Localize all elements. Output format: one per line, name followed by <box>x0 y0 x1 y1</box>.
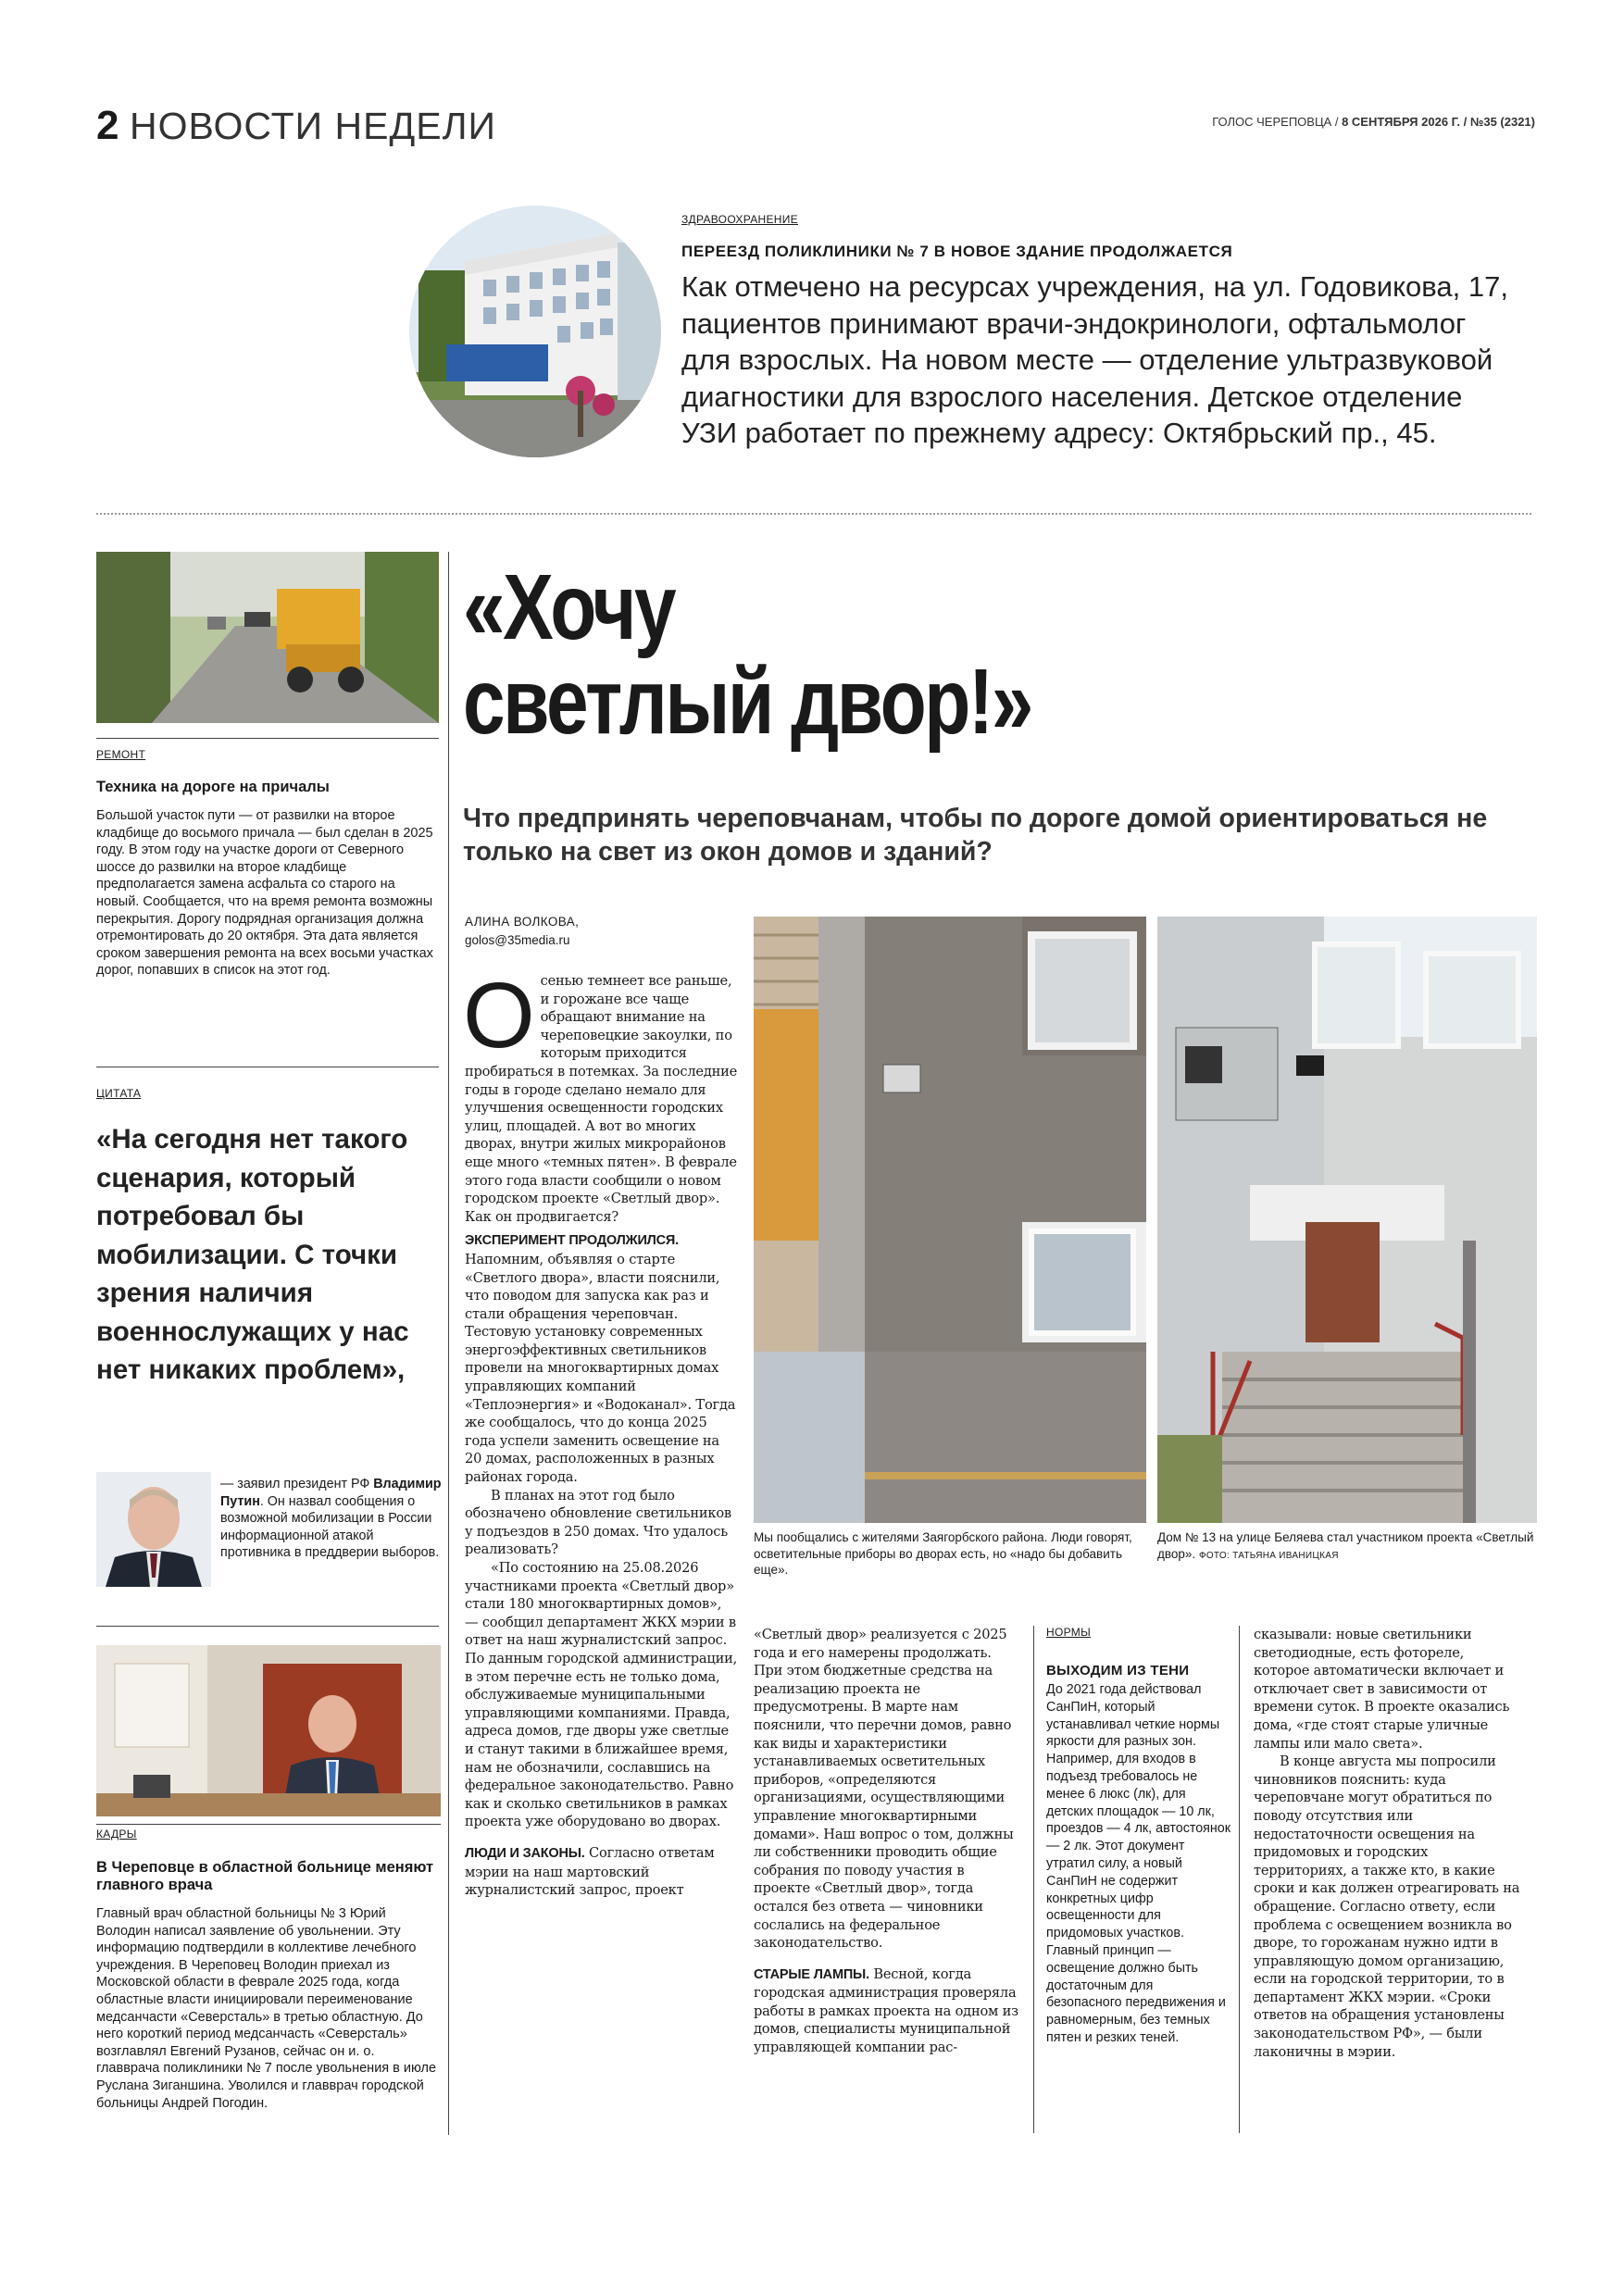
attribution-pre: — заявил президент РФ <box>220 1477 374 1491</box>
author-name: АЛИНА ВОЛКОВА, <box>465 915 580 929</box>
photo-credit: ФОТО: ТАТЬЯНА ИВАНИЦКАЯ <box>1198 1550 1339 1561</box>
repair-body: Большой участок пути — от развилки на второе кладбище до восьмого причала — был сделан в 2025 году. В этом году на участке дороги от Северного шоссе до развилки на второе кладбище предполагается замена асфальта со старого на новый. Сообщается, что на время ремонта возможны перекрытия. Дорогу подрядная организация должна отремонтировать до 20 октября. Эта дата является сроком завершения ремонта на всех восьми участках дорог, попавших в список на этот год. <box>96 808 433 979</box>
repair-kicker: РЕМОНТ <box>96 748 146 761</box>
section-1-lead: ЭКСПЕРИМЕНТ ПРОДОЛЖИЛСЯ. <box>465 1233 679 1249</box>
staff-kicker: КАДРЫ <box>96 1828 137 1841</box>
top-story-body: Как отмечено на ресурсах учреждения, на ул. Годовикова, 17, пациентов принимают врачи-эндокринологи, офтальмолог для взрослых. На новом месте — отделение ультразвуковой диагностики для взрослого населения. Детское отделение УЗИ работает по прежнему адресу: Октябрьский пр., 45. <box>681 270 1508 449</box>
quote-attribution <box>220 1476 443 1562</box>
author-email: golos@35media.ru <box>465 933 570 947</box>
photo-zayagorbsky-facade <box>754 917 1146 1523</box>
road-works-photo <box>96 552 439 723</box>
publication-name: ГОЛОС ЧЕРЕПОВЦА / <box>1212 115 1343 129</box>
issue-line <box>1212 115 1535 129</box>
norms-border-left <box>1033 1626 1034 2133</box>
sidebar-separator <box>448 552 449 2135</box>
norms-headline: ВЫХОДИМ ИЗ ТЕНИ <box>1046 1663 1190 1678</box>
main-headline-2: светлый двор!» <box>463 650 1031 754</box>
issue-date: 8 СЕНТЯБРЯ 2026 Г. / №35 (2321) <box>1342 115 1535 129</box>
article-column-1 <box>463 964 739 1900</box>
section-3-lead: СТАРЫЕ ЛАМПЫ. <box>754 1966 869 1982</box>
caption-left: Мы пообщались с жителями Заягорбского района. Люди говорят, осветительные приборы во дворах есть, но «надо бы добавить еще». <box>754 1530 1132 1577</box>
column-4-p2: В конце августа мы попросили чиновников пояснить: куда череповчане могут обратиться по поводу отсутствия или недостаточности освещения на придомовых и городских территориях, а также кто, в какие сроки и как должен отреагировать на обращение. Согласно ответу, если проблема с освещением возникла во дворе, то горожанам нужно идти в управляющую домом организацию, если на городской территории, то в департамент ЖКХ мэрии. «Сроки ответов на обращения установлены законодательством РФ», — были лаконичны в мэрии. <box>1254 1753 1520 2060</box>
norms-border-right <box>1239 1626 1240 2133</box>
column-4-p1: сказывали: новые светильники светодиодные, есть фотореле, которое автоматически включает и отключает свет в зависимости от времени суток. В проекте оказались дома, «где стоят старые уличные лампы или мало света». <box>1254 1627 1510 1752</box>
section-1-p3: «По состоянию на 25.08.2026 участниками проекта «Светлый двор» стали 180 многоквартирных домов», — сообщил департамент ЖКХ мэрии в ответ на наш журналистский запрос. По данным городской администрации, в этом перечне есть не только дома, обслуживаемые муниципальными управляющими компаниями. Правда, адреса домов, где дворы уже светлые и станут такими в ближайшее время, нам не обозначили, сославшись на федеральное законодательство. Равно как и сколько светильников в рамках проекта уже оборудовано во дворах. <box>465 1560 738 1830</box>
putin-photo <box>96 1472 211 1587</box>
attribution-post: . Он назвал сообщения о возможной мобилизации в России информационной атакой противника в преддверии выборов. <box>220 1493 440 1561</box>
photo-belyaeva-13 <box>1157 917 1537 1523</box>
repair-rule <box>96 738 439 739</box>
section-1-p2: В планах на этот год было обозначено обновление светильников у подъездов в 250 домах. Что удалось реализовать? <box>465 1487 731 1558</box>
repair-headline: Техника на дороге на причалы <box>96 779 330 795</box>
caption-right: Дом № 13 на улице Беляева стал участником проекта «Светлый двор». ФОТО: ТАТЬЯНА ИВАНИЦКАЯ <box>1157 1530 1534 1561</box>
page-number: 2 <box>96 103 119 148</box>
subheadline: Что предпринять череповчанам, чтобы по дороге домой ориентироваться не только на свет из окон домов и зданий? <box>463 804 1488 867</box>
column-2-text: «Светлый двор» реализуется с 2025 года и его намерены продолжать. При этом бюджетные средства на реализацию проекта не предусмотрены. В марте нам пояснили, что перечни домов, равно как виды и характеристики устанавливаемых осветительных приборов, «определяются организациями, осуществляющими управление многоквартирными домами». Наш вопрос о том, должны ли собственники проводить общие собрания по поводу участия в проекте «Светлый двор», тогда остался без ответа — чиновники сослались на федеральное законодательство. <box>754 1627 1014 1952</box>
main-headline-1: «Хочу <box>463 555 675 659</box>
quote-kicker: ЦИТАТА <box>96 1087 142 1100</box>
top-story-kicker: ЗДРАВООХРАНЕНИЕ <box>681 213 798 226</box>
norms-kicker: НОРМЫ <box>1046 1626 1091 1639</box>
doctor-photo <box>96 1645 441 1816</box>
section-2: ЛЮДИ И ЗАКОНЫ. Согласно ответам мэрии на наш мартовский журналистский запрос, проект <box>465 1844 715 1899</box>
quote-rule-bottom <box>96 1626 439 1627</box>
norms-body: До 2021 года действовал СанПиН, который устанавливал четкие нормы яркости для разных зон. Например, для входов в подъезд требовалось не менее 6 люкс (лк), для детских площадок — 10 лк, проездов — 4 лк, автостоянок — 2 лк. Этот документ утратил силу, а новый СанПиН не содержит конкретных цифр освещенности для придомовых участков. Главный принцип — освещение должно быть достаточным для безопасного передвижения и равномерным, без темных пятен и резких теней. <box>1046 1682 1231 2045</box>
section-3: СТАРЫЕ ЛАМПЫ. Весной, когда городская администрация проверяла работы в рамках проекта на одном из домов, специалисты муниципальной управляющей компании рас- <box>754 1965 1018 2056</box>
attribution-name: Владимир Путин <box>220 1477 442 1509</box>
article-column-4 <box>1254 1626 1522 2061</box>
staff-headline: В Череповце в областной больнице меняют главного врача <box>96 1859 434 1893</box>
section-2-lead: ЛЮДИ И ЗАКОНЫ. <box>465 1845 585 1861</box>
section-1: ЭКСПЕРИМЕНТ ПРОДОЛЖИЛСЯ. Напомним, объявляя о старте «Светлого двора», власти пояснили, что поводом для запуска как раз и стали обращения череповчан. Тестовую установку современных энергоэффективных светильников провели на многоквартирных домах управляющих компаний «Теплоэнергия» и «Водоканал». Тогда же сообщалось, что до конца 2025 года успели заменить освещение на 20 домах, расположенных в разных районах города. <box>465 1233 736 1486</box>
top-divider <box>96 513 1531 515</box>
section-title: НОВОСТИ НЕДЕЛИ <box>130 105 496 147</box>
quote-text: «На сегодня нет такого сценария, который потребовал бы мобилизации. С точки зрения наличия военнослужащих у нас нет никаких проблем», <box>96 1124 409 1385</box>
article-column-2 <box>754 1626 1022 2057</box>
clinic-photo <box>409 206 661 457</box>
article-intro: сенью темнеет все раньше, и горожане все чаще обращают внимание на череповецкие закоулки, по которым приходится пробираться в потемках. За последние годы в городе сделано немало для улучшения освещенности городских улиц, площадей. А вот во многих дворах, внутри жилых микрорайонов еще много «темных пятен». В феврале этого года власти сообщили о новом городском проекте «Светлый двор». Как он продвигается? <box>465 973 738 1225</box>
staff-rule <box>96 1824 441 1825</box>
top-story-headline: ПЕРЕЕЗД ПОЛИКЛИНИКИ № 7 В НОВОЕ ЗДАНИЕ ПРОДОЛЖАЕТСЯ <box>681 243 1233 260</box>
staff-body: Главный врач областной больницы № 3 Юрий Володин написал заявление об увольнении. Эту информацию подтвердили в коллективе лечебного учреждения. В Череповец Володин приехал из Московской области в феврале 2025 года, когда областные власти инициировали переименование медсанчасти «Северсталь» в третью областную. До него короткий период медсанчасть «Северсталь» возглавлял Евгений Рузанов, сейчас он и. о. главврача поликлиники № 7 после увольнения в июле Руслана Зиганшина. Уволился и главврач городской больницы Андрей Погодин. <box>96 1906 437 2111</box>
dropcap: О <box>463 964 535 1067</box>
